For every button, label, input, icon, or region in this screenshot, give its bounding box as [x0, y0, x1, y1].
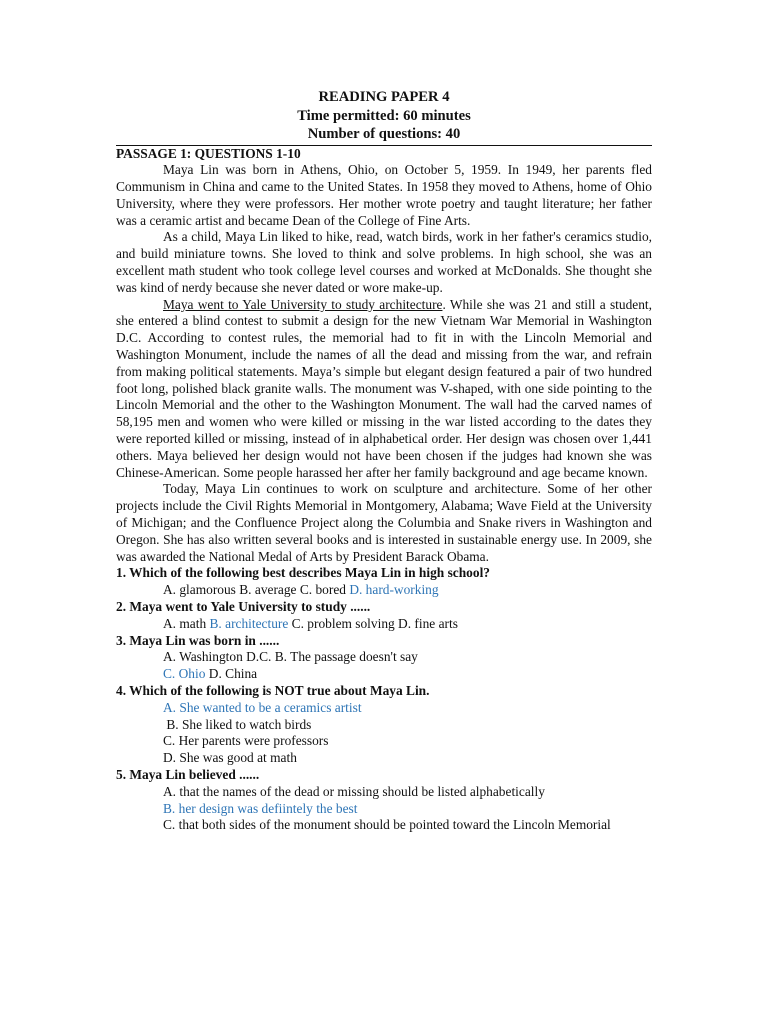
paragraph-3-rest: . While she was 21 and still a student, she entered a blind contest to submit a design for the new Vietnam War Memorial in Washington D.C. According to contest rules, the memorial had to fit in with the Lincoln Memorial and Washington Monument, include the names of all the dead and missing from the war, and refrain from making political statements. Maya’s simple but elegant design featured a pair of two hundred foot long, polished black granite walls. The monument was V-shaped, with one side pointing to the Lincoln Memorial and the other to the Washington Monument. The wall had the carved names of 58,195 men and women who were killed or missing in the war listed according to the dates they were reported killed or missing, instead of in alphabetical order. Her design was chosen over 1,441 others. Maya believed her design would not have been chosen if the judges had known she was Chinese-American. Some people harassed her after her family background and age became known.: [116, 296, 652, 480]
q2-answer: B. architecture: [209, 615, 289, 631]
document-page: [116, 88, 652, 834]
passage-paragraph-4: Today, Maya Lin continues to work on sculpture and architecture. Some of her other projects include the Civil Rights Memorial in Montgomery, Alabama; Wave Field at the University of Michigan; and the Confluence Project along the Columbia and Snake rivers in Washington and Oregon. She has also written several books and is interested in sustainable energy use. In 2009, she was awarded the National Medal of Arts by President Barack Obama.: [116, 481, 652, 564]
passage-paragraph-2: As a child, Maya Lin liked to hike, read, watch birds, work in her father's ceramics studio, and build miniature towns. She loved to think and solve problems. In high school, she was an excellent math student who took college level courses and worked at McDonalds. She thought she was kind of nerdy because she never dated or wore make-up.: [116, 229, 652, 295]
passage-paragraph-3: [116, 297, 652, 482]
q4-answer: A. She wanted to be a ceramics artist: [163, 699, 362, 715]
q4-option-d: D. She was good at math: [163, 750, 297, 766]
q5-answer: B. her design was defiintely the best: [163, 800, 358, 816]
q2-options-rest: C. problem solving D. fine arts: [288, 615, 458, 631]
question-1: 1. Which of the following best describes Maya Lin in high school?: [116, 565, 490, 581]
passage-heading: PASSAGE 1: QUESTIONS 1-10: [116, 145, 301, 161]
number-of-questions: Number of questions: 40: [307, 126, 461, 142]
question-4: 4. Which of the following is NOT true about Maya Lin.: [116, 683, 430, 698]
q2-option-a: A. math: [163, 615, 210, 631]
q4-option-b: B. She liked to watch birds: [163, 716, 312, 732]
q1-answer: D. hard-working: [349, 582, 439, 598]
q3-option-d: D. China: [205, 666, 258, 682]
q1-options-text: A. glamorous B. average C. bored: [163, 582, 350, 598]
q4-option-c: C. Her parents were professors: [163, 733, 329, 749]
question-3-options-line-2: [116, 666, 652, 683]
paper-title: READING PAPER 4: [318, 89, 450, 105]
passage-paragraph-1: Maya Lin was born in Athens, Ohio, on October 5, 1959. In 1949, her parents fled Communism in China and came to the United States. In 1958 they moved to Athens, home of Ohio University, where they were professors. Her mother wrote poetry and taught literature; her father was a ceramic artist and became Dean of the College of Fine Arts.: [116, 162, 652, 228]
time-permitted: Time permitted: 60 minutes: [297, 107, 471, 124]
question-3: 3. Maya Lin was born in ......: [116, 632, 280, 648]
q3-answer: C. Ohio: [163, 666, 206, 682]
document-header: [116, 88, 652, 144]
question-2-options: [116, 616, 652, 633]
q5-option-a: A. that the names of the dead or missing should be listed alphabetically: [163, 783, 545, 799]
question-3-options-line-1: A. Washington D.C. B. The passage doesn't say: [163, 649, 418, 665]
question-2: 2. Maya went to Yale University to study ......: [116, 599, 371, 615]
question-5: 5. Maya Lin believed ......: [116, 766, 260, 782]
question-1-options: [116, 582, 652, 599]
underlined-sentence: Maya went to Yale University to study architecture: [163, 296, 443, 312]
q5-option-c: C. that both sides of the monument should be pointed toward the Lincoln Memorial: [163, 817, 611, 833]
